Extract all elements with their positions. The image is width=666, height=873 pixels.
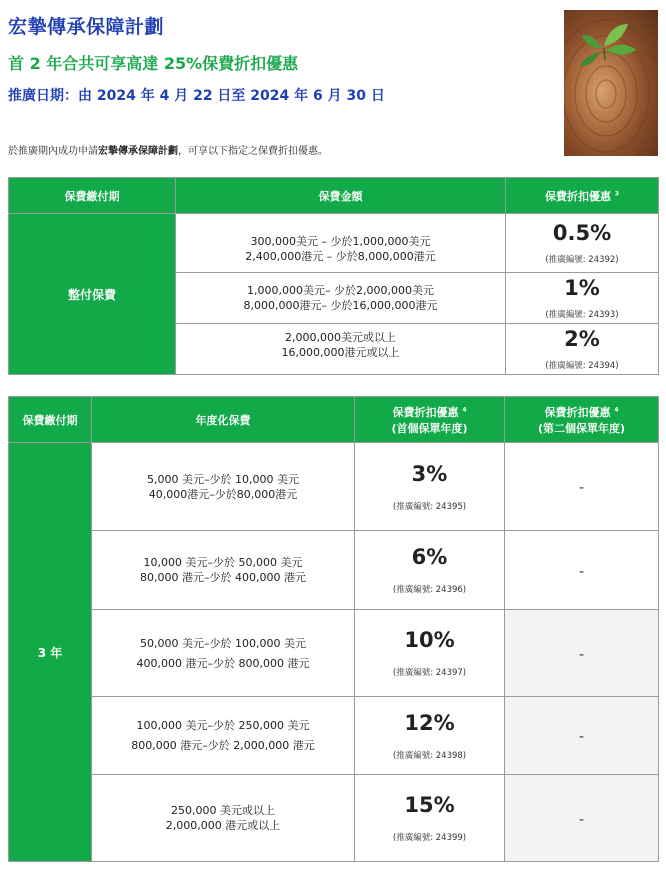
table-row: 300,000美元 – 少於1,000,000美元 2,400,000港元 – 少於8,000,000港元 bbox=[176, 214, 506, 273]
second-year-discount-cell: - bbox=[505, 610, 659, 697]
table-row: 50,000 美元–少於 100,000 美元 400,000 港元–少於 800,000 港元 bbox=[92, 610, 355, 697]
plant-on-wood-image bbox=[564, 10, 658, 156]
table-row: 1,000,000美元– 少於2,000,000美元 8,000,000港元– 少於16,000,000港元 bbox=[176, 273, 506, 324]
header-discount: 保費折扣優惠 $^3$ bbox=[506, 178, 659, 214]
first-year-discount-cell: 10% (推廣編號: 24397) bbox=[355, 610, 505, 697]
term-single-premium: 整付保費 bbox=[9, 214, 176, 375]
first-year-discount-cell: 3% (推廣編號: 24395) bbox=[355, 443, 505, 531]
second-year-discount-cell: - bbox=[505, 443, 659, 531]
discount-cell: 1% (推廣編號: 24393) bbox=[506, 273, 659, 324]
term-three-years: 3 年 bbox=[9, 443, 92, 862]
promotion-period: 推廣日期：由 2024 年 4 月 22 日至 2024 年 6 月 30 日 bbox=[8, 88, 385, 104]
header-discount-first-year: 保費折扣優惠 $^4$ (首個保單年度) bbox=[355, 397, 505, 443]
discount-cell: 2% (推廣編號: 24394) bbox=[506, 324, 659, 375]
header-discount-second-year: 保費折扣優惠 $^4$ (第二個保單年度) bbox=[505, 397, 659, 443]
intro-suffix: ，可享以下指定之保費折扣優惠。 bbox=[178, 146, 328, 157]
header-annual-premium: 年度化保費 bbox=[92, 397, 355, 443]
header-amount: 保費金額 bbox=[176, 178, 506, 214]
first-year-discount-cell: 15% (推廣編號: 24399) bbox=[355, 775, 505, 862]
intro-prefix: 於推廣期內成功申請 bbox=[8, 146, 98, 157]
header-term: 保費繳付期 bbox=[9, 397, 92, 443]
discount-cell: 0.5% (推廣編號: 24392) bbox=[506, 214, 659, 273]
table-row: 10,000 美元–少於 50,000 美元 80,000 港元–少於 400,000 港元 bbox=[92, 531, 355, 610]
second-year-discount-cell: - bbox=[505, 697, 659, 775]
single-premium-discount-table bbox=[8, 177, 659, 375]
table-row: 250,000 美元或以上 2,000,000 港元或以上 bbox=[92, 775, 355, 862]
table-row: 100,000 美元–少於 250,000 美元 800,000 港元–少於 2,000,000 港元 bbox=[92, 697, 355, 775]
intro-text bbox=[8, 142, 328, 157]
three-year-discount-table bbox=[8, 396, 659, 862]
first-year-discount-cell: 12% (推廣編號: 24398) bbox=[355, 697, 505, 775]
page-subtitle: 首 2 年合共可享高達 25%保費折扣優惠 bbox=[8, 54, 299, 73]
first-year-discount-cell: 6% (推廣編號: 24396) bbox=[355, 531, 505, 610]
table-row: 2,000,000美元或以上 16,000,000港元或以上 bbox=[176, 324, 506, 375]
intro-plan-name: 宏摯傳承保障計劃 bbox=[98, 146, 178, 157]
table-row: 5,000 美元–少於 10,000 美元 40,000港元–少於80,000港元 bbox=[92, 443, 355, 531]
header-term: 保費繳付期 bbox=[9, 178, 176, 214]
page-title: 宏摯傳承保障計劃 bbox=[8, 16, 165, 38]
second-year-discount-cell: - bbox=[505, 531, 659, 610]
second-year-discount-cell: - bbox=[505, 775, 659, 862]
